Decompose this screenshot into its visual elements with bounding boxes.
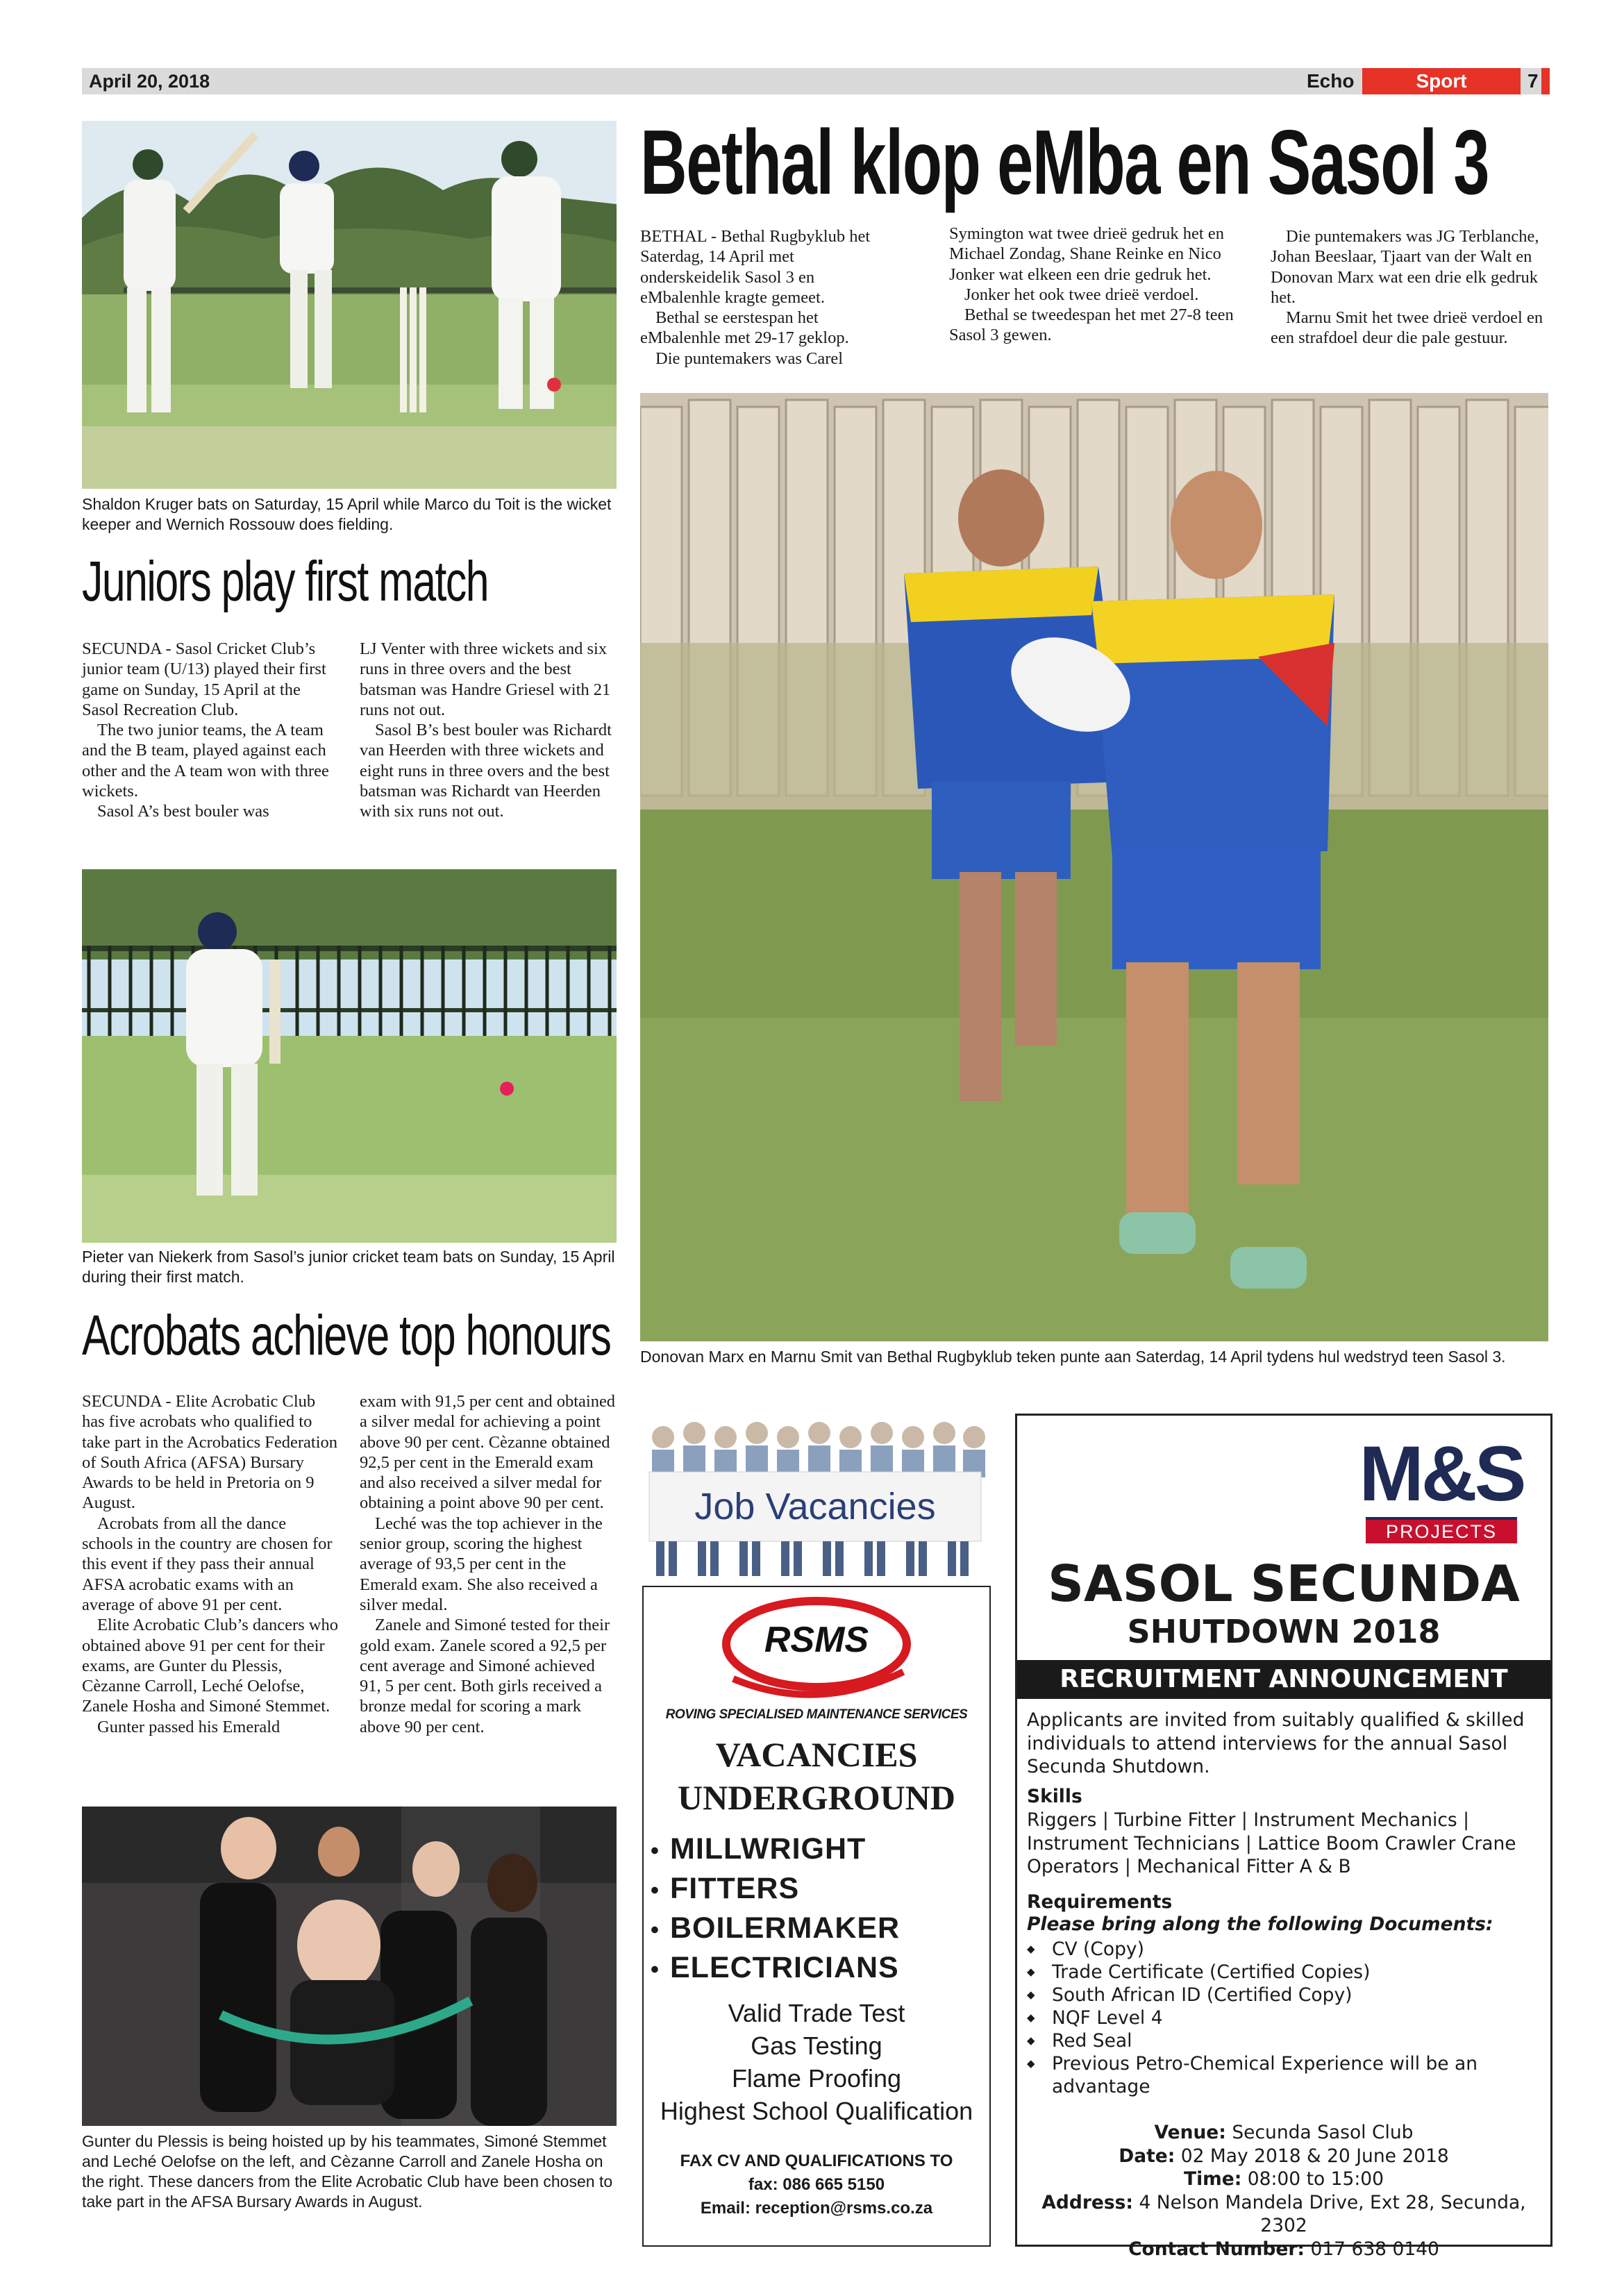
paragraph: Gunter passed his Emerald	[97, 1717, 281, 1736]
time-value: 08:00 to 15:00	[1247, 2168, 1384, 2190]
rsms-contact	[644, 2150, 989, 2220]
cricket-photo-1	[82, 121, 617, 489]
rugby-col-2	[949, 224, 1237, 346]
paragraph: Symington wat twee drieë gedruk het en Michael Zondag, Shane Reinke en Nico Jonker wat elkeen een drie gedruk het.	[949, 224, 1224, 284]
paragraph: Sasol A’s best bouler was	[97, 802, 269, 821]
rsms-logo-text: RSMS	[764, 1620, 869, 1660]
ms-title: SASOL SECUNDA	[1048, 1555, 1520, 1613]
paragraph: SECUNDA - Elite Acrobatic Club has five acrobats who qualified to take part in the Acrobatics Federation of South Africa (AFSA) Bursary Awards to be held in Pretoria on 9 August.	[82, 1392, 338, 1513]
paper-name: Echo	[1307, 70, 1355, 92]
ms-venue	[1017, 2121, 1550, 2145]
rugby-col-3	[1271, 226, 1548, 349]
paragraph: Bethal se eerstespan het eMbalenhle met 29-17 geklop.	[640, 308, 849, 348]
requirement: Gas Testing	[751, 2031, 882, 2060]
position-item: • ELECTRICIANS	[651, 1949, 977, 1988]
contact-label: Contact Number:	[1128, 2238, 1305, 2260]
rugby-col-1	[640, 226, 887, 369]
section-label: Sport	[1362, 68, 1521, 94]
header-red-tab	[1541, 68, 1550, 94]
venue-label: Venue:	[1154, 2122, 1226, 2143]
position-item: • FITTERS	[651, 1870, 977, 1909]
document-item: ◆ Previous Petro-Chemical Experience will be an advantage	[1024, 2052, 1510, 2098]
paragraph: BETHAL - Bethal Rugbyklub het Saterdag, 14 April met onderskeidelik Sasol 3 en eMbalenhle kragte gemeet.	[640, 227, 871, 307]
paragraph: Jonker het ook twee drieë verdoel.	[964, 285, 1199, 304]
cricket-photo-2	[82, 869, 617, 1243]
ms-logo-text: M&S	[1359, 1430, 1524, 1517]
requirement: Highest School Qualification	[660, 2097, 973, 2125]
paragraph: Bethal se tweedespan het met 27-8 teen Sasol 3 gewen.	[949, 305, 1234, 345]
fax-number: fax: 086 665 5150	[748, 2175, 885, 2194]
page-number: 7	[1527, 70, 1539, 92]
rugby-photo	[640, 393, 1548, 1341]
document-item: ◆ CV (Copy)	[1024, 1938, 1510, 1961]
issue-date: April 20, 2018	[89, 71, 210, 92]
requirement: Flame Proofing	[731, 2064, 902, 2093]
cricket-photo-2-caption: Pieter van Niekerk from Sasol’s junior cricket team bats on Sunday, 15 April during their first match.	[82, 1248, 615, 1286]
rsms-advert	[642, 1586, 991, 2247]
acrobats-photo	[82, 1807, 617, 2126]
paragraph: Elite Acrobatic Club’s dancers who obtained above 91 per cent for their exams, are Gunter du Plessis, Cèzanne Carroll, Leché Oelofse, Zanele Hosha and Simoné Stemmet.	[82, 1616, 338, 1716]
paragraph: exam with 91,5 per cent and obtained a silver medal for achieving a point above 90 per cent. Cèzanne obtained 92,5 per cent in the Emerald exam and also received a silver medal for obtaining a point above 90 per cent.	[360, 1392, 616, 1513]
email: Email: reception@rsms.co.za	[700, 2199, 933, 2218]
juniors-col-1	[82, 639, 339, 822]
rsms-positions-list	[651, 1830, 977, 1988]
document-item: ◆ South African ID (Certified Copy)	[1024, 1984, 1510, 2006]
paragraph: Sasol B’s best bouler was Richardt van Heerden with three wickets and eight runs in three overs and the best batsman was Richardt van Heerden with six runs not out.	[360, 721, 612, 821]
date-value: 02 May 2018 & 20 June 2018	[1180, 2145, 1449, 2167]
address-value: 4 Nelson Mandela Drive, Ext 28, Secunda, 2302	[1139, 2191, 1526, 2236]
ms-requirements-note: Please bring along the following Documents:	[1027, 1913, 1493, 1935]
paragraph: Acrobats from all the dance schools in the country are chosen for this event if they pass their annual AFSA acrobatic exams with an average of above 91 per cent.	[82, 1514, 333, 1614]
acrobats-photo-caption: Gunter du Plessis is being hoisted up by his teammates, Simoné Stemmet and Leché Oelofse on the left, and Cèzanne Carroll and Zanele Hosha on the right. These dancers from the Elite Acrobatic Club have been chosen to take part in the AFSA Bursary Awards in August.	[82, 2132, 613, 2211]
job-vacancies-title: Job Vacancies	[694, 1486, 936, 1527]
ms-banner: RECRUITMENT ANNOUNCEMENT	[1017, 1660, 1550, 1699]
ms-skills-label: Skills	[1027, 1786, 1082, 1807]
ms-subtitle: SHUTDOWN 2018	[1127, 1613, 1441, 1650]
paragraph: LJ Venter with three wickets and six runs in three overs and the best batsman was Handre Griesel with 21 runs not out.	[360, 639, 611, 719]
ms-interview-details	[1017, 2121, 1550, 2261]
rsms-title-2: UNDERGROUND	[678, 1778, 955, 1817]
ms-address	[1017, 2191, 1550, 2238]
ms-date	[1017, 2145, 1550, 2168]
time-label: Time:	[1184, 2168, 1242, 2190]
paragraph: Die puntemakers was Carel	[655, 349, 844, 368]
ms-documents-list	[1024, 1938, 1510, 2098]
position-item: • BOILERMAKER	[651, 1909, 977, 1949]
date-label: Date:	[1119, 2145, 1175, 2167]
paragraph: The two junior teams, the A team and the B team, played against each other and the A team won with three wickets.	[82, 721, 329, 801]
requirement: Valid Trade Test	[728, 1999, 905, 2027]
document-item: ◆ NQF Level 4	[1024, 2006, 1510, 2029]
ms-logo	[1359, 1431, 1524, 1550]
contact-value: 017 638 0140	[1310, 2238, 1439, 2260]
rugby-photo-caption: Donovan Marx en Marnu Smit van Bethal Rugbyklub teken punte aan Saterdag, 14 April tydens hul wedstryd teen Sasol 3.	[640, 1348, 1506, 1366]
paragraph: Zanele and Simoné tested for their gold exam. Zanele scored a 92,5 per cent average and Simoné achieved 91, 5 per cent. Both girls received a bronze medal for scoring a mark above 90 per cent.	[360, 1616, 610, 1736]
ms-logo-sub: PROJECTS	[1366, 1517, 1517, 1543]
fax-line: FAX CV AND QUALIFICATIONS TO	[680, 2152, 953, 2170]
juniors-col-2	[360, 639, 617, 822]
ms-requirements-label: Requirements	[1027, 1891, 1173, 1913]
paragraph: SECUNDA - Sasol Cricket Club’s junior team (U/13) played their first game on Sunday, 15 April at the Sasol Recreation Club.	[82, 639, 326, 719]
document-item: ◆ Trade Certificate (Certified Copies)	[1024, 1961, 1510, 1984]
acrobats-col-1	[82, 1391, 339, 1737]
paragraph: Die puntemakers was JG Terblanche, Johan Beeslaar, Tjaart van der Walt en Donovan Marx wat een drie elk gedruk het.	[1271, 227, 1539, 307]
ms-skills: Riggers | Turbine Fitter | Instrument Mechanics | Instrument Technicians | Lattice Boom Crawler Crane Operators | Mechanical Fitter A & B	[1027, 1809, 1516, 1877]
job-vacancies-banner	[642, 1416, 988, 1580]
ms-intro: Applicants are invited from suitably qualified & skilled individuals to attend interviews for the annual Sasol Secunda Shutdown.	[1027, 1709, 1525, 1777]
document-item: ◆ Red Seal	[1024, 2029, 1510, 2052]
position-item: • MILLWRIGHT	[651, 1830, 977, 1870]
rsms-logo	[716, 1595, 917, 1707]
rsms-company: ROVING SPECIALISED MAINTENANCE SERVICES	[665, 1707, 968, 1722]
rsms-requirements	[644, 1997, 989, 2127]
ms-contact	[1017, 2238, 1550, 2261]
venue-value: Secunda Sasol Club	[1232, 2122, 1414, 2143]
acrobats-col-2	[360, 1391, 617, 1737]
paragraph: Leché was the top achiever in the senior group, scoring the highest average of 93,5 per cent in the Emerald exam. She also received a silver medal.	[360, 1514, 603, 1614]
ms-projects-advert	[1015, 1414, 1552, 2260]
acrobats-headline: Acrobats achieve top honours	[82, 1304, 611, 1367]
cricket-photo-1-caption: Shaldon Kruger bats on Saturday, 15 April while Marco du Toit is the wicket keeper and Wernich Rossouw does fielding.	[82, 495, 612, 533]
rugby-headline: Bethal klop eMba en Sasol 3	[640, 111, 1489, 213]
rsms-title-1: VACANCIES	[715, 1735, 918, 1774]
paragraph: Marnu Smit het twee drieë verdoel en een strafdoel deur die pale gestuur.	[1271, 308, 1543, 348]
ms-time	[1017, 2168, 1550, 2191]
address-label: Address:	[1041, 2191, 1134, 2213]
juniors-headline: Juniors play first match	[82, 550, 488, 613]
